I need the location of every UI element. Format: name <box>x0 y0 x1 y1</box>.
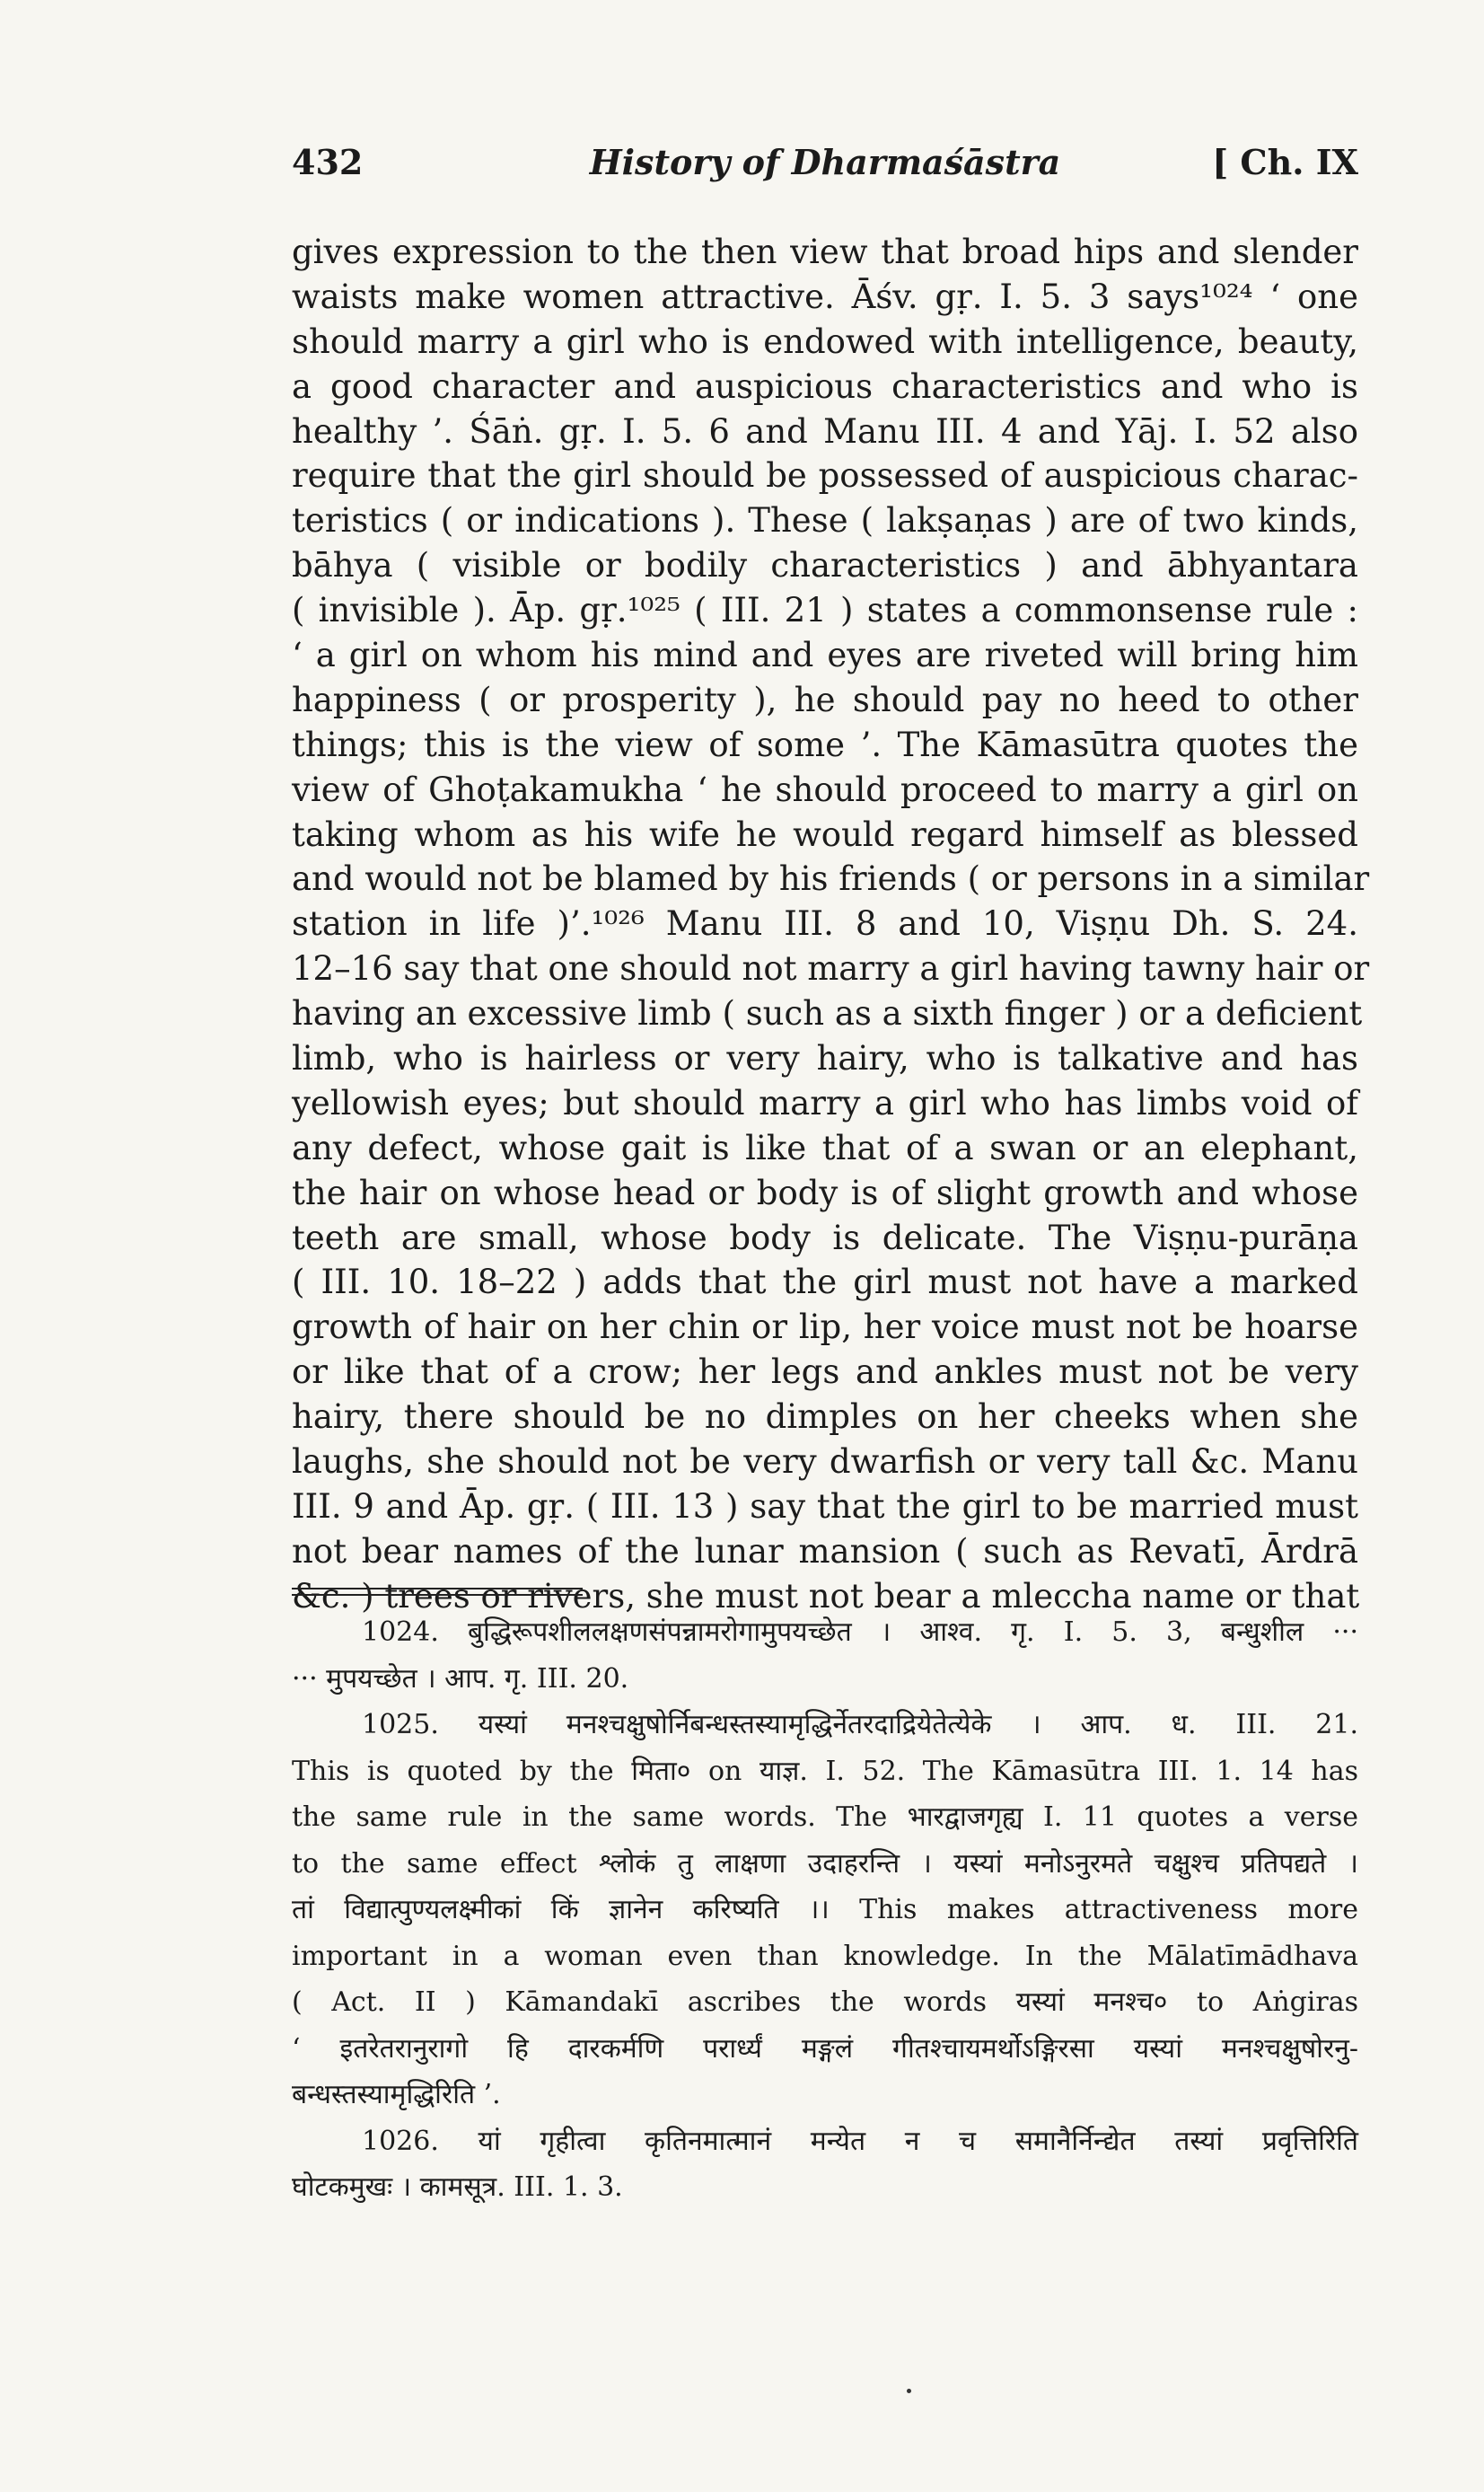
body-line: things; this is the view of some ’. The Kāmasūtra quotes the <box>292 725 1358 764</box>
body-line: having an excessive limb ( such as a sixth finger ) or a deficient <box>292 994 1363 1034</box>
body-line: taking whom as his wife he would regard himself as blessed <box>292 815 1358 854</box>
body-line: any defect, whose gait is like that of a swan or an elephant, <box>292 1128 1358 1167</box>
body-line: not bear names of the lunar mansion ( such as Revatī, Ārdrā <box>292 1531 1358 1571</box>
footnote-line: ‘ इतरेतरानुरागो हि दारकर्मणि परार्ध्यं मङ्गलं गीतश्चायमर्थोऽङ्गिरसा यस्यां मनश्चक्षुषोरनु- <box>292 2032 1358 2065</box>
footnote-line: तां विद्यात्पुण्यलक्ष्मीकां किं ज्ञानेन करिष्यति ।। This makes attractiveness more <box>292 1894 1358 1925</box>
footnote-line: 1025. यस्यां मनश्चक्षुषोर्निबन्धस्तस्यामृद्धिर्नेतरदाद्रियेतेत्येके । आप. ध. III. 21. <box>362 1709 1358 1740</box>
body-line: ( invisible ). Āp. gṛ.¹⁰²⁵ ( III. 21 ) states a commonsense rule : <box>292 591 1358 630</box>
footnote-line: to the same effect श्लोकं तु लाक्षणा उदाहरन्ति । यस्यां मनोऽनुरमते चक्षुश्च प्रतिपद्यते । <box>292 1847 1358 1880</box>
page-number: 432 <box>292 142 364 182</box>
body-line: a good character and auspicious characteristics and who is <box>292 366 1358 406</box>
body-line: hairy, there should be no dimples on her cheeks when she <box>292 1397 1358 1437</box>
body-line: yellowish eyes; but should marry a girl who has limbs void of <box>292 1083 1358 1123</box>
footnote-line: बन्धस्तस्यामृद्धिरिति ’. <box>292 2079 501 2110</box>
footnote-line: important in a woman even than knowledge. In the Mālatīmādhava <box>292 1940 1358 1972</box>
body-line: should marry a girl who is endowed with intelligence, beauty, <box>292 321 1358 361</box>
footnote-line: 1026. यां गृहीत्वा कृतिनमात्मानं मन्येत न च समानैर्निन्द्येत तस्यां प्रवृत्तिरिति <box>362 2125 1358 2157</box>
footnotes <box>292 1609 1358 2211</box>
body-line: station in life )’.¹⁰²⁶ Manu III. 8 and 10, Viṣṇu Dh. S. 24. <box>292 904 1358 944</box>
footnote-line: This is quoted by the मिता० on याज्ञ. I. 52. The Kāmasūtra III. 1. 14 has <box>292 1755 1358 1787</box>
running-title: History of Dharmaśāstra <box>589 142 1061 182</box>
footnote-1025 <box>292 1702 1358 2118</box>
body-line: gives expression to the then view that broad hips and slender <box>292 233 1358 271</box>
body-line: or like that of a crow; her legs and ankles must not be very <box>292 1352 1358 1392</box>
footnote-1026 <box>292 2118 1358 2211</box>
body-line: require that the girl should be possessed of auspicious charac- <box>292 456 1358 496</box>
footnote-rule <box>292 1588 583 1589</box>
body-line: and would not be blamed by his friends ( or persons in a similar <box>292 859 1370 899</box>
running-header <box>292 142 1358 187</box>
body-line: III. 9 and Āp. gṛ. ( III. 13 ) say that the girl to be married must <box>292 1486 1358 1526</box>
body-line: 12–16 say that one should not marry a girl having tawny hair or <box>292 949 1370 989</box>
print-speck <box>907 2389 911 2393</box>
body-line: ‘ a girl on whom his mind and eyes are riveted will bring him <box>292 636 1358 675</box>
body-line: limb, who is hairless or very hairy, who is talkative and has <box>292 1039 1358 1079</box>
body-line: the hair on whose head or body is of slight growth and whose <box>292 1173 1358 1212</box>
body-line: &c. ) trees or rivers, she must not bear a mleccha name or that <box>292 1576 1360 1616</box>
footnote-line: the same rule in the same words. The भारद्वाजगृह्य I. 11 quotes a verse <box>292 1801 1358 1833</box>
main-paragraph <box>292 230 1370 1619</box>
body-line: growth of hair on her chin or lip, her voice must not be hoarse <box>292 1308 1358 1347</box>
body-line: view of Ghoṭakamukha ‘ he should proceed to marry a girl on <box>292 770 1358 809</box>
footnote-line: ( Act. II ) Kāmandakī ascribes the words यस्यां मनश्च० to Aṅgiras <box>292 1986 1358 2018</box>
body-line: laughs, she should not be very dwarfish or very tall &c. Manu <box>292 1442 1358 1482</box>
footnote-1024 <box>292 1609 1358 1702</box>
body-line: bāhya ( visible or bodily characteristics ) and ābhyantara <box>292 546 1358 586</box>
body-line: teristics ( or indications ). These ( lakṣaṇas ) are of two kinds, <box>292 501 1358 541</box>
body-line: ( III. 10. 18–22 ) adds that the girl must not have a marked <box>292 1263 1358 1302</box>
chapter-label: [ Ch. IX <box>1212 142 1358 182</box>
body-line: waists make women attractive. Āśv. gṛ. I. 5. 3 says¹⁰²⁴ ‘ one <box>292 277 1358 316</box>
footnote-line: 1024. बुद्धिरूपशीललक्षणसंपन्नामरोगामुपयच्छेत । आश्व. गृ. I. 5. 3, बन्धुशील ··· <box>362 1616 1358 1648</box>
body-line: teeth are small, whose body is delicate. The Viṣṇu-purāṇa <box>292 1218 1358 1257</box>
footnote-rule-secondary <box>292 1594 583 1596</box>
body-line: happiness ( or prosperity ), he should pay no heed to other <box>292 680 1358 719</box>
footnote-line: ··· मुपयच्छेत । आप. गृ. III. 20. <box>292 1662 629 1695</box>
body-line: healthy ’. Śāṅ. gṛ. I. 5. 6 and Manu III. 4 and Yāj. I. 52 also <box>292 411 1358 451</box>
footnote-line: घोटकमुखः । कामसूत्र. III. 1. 3. <box>292 2171 623 2203</box>
